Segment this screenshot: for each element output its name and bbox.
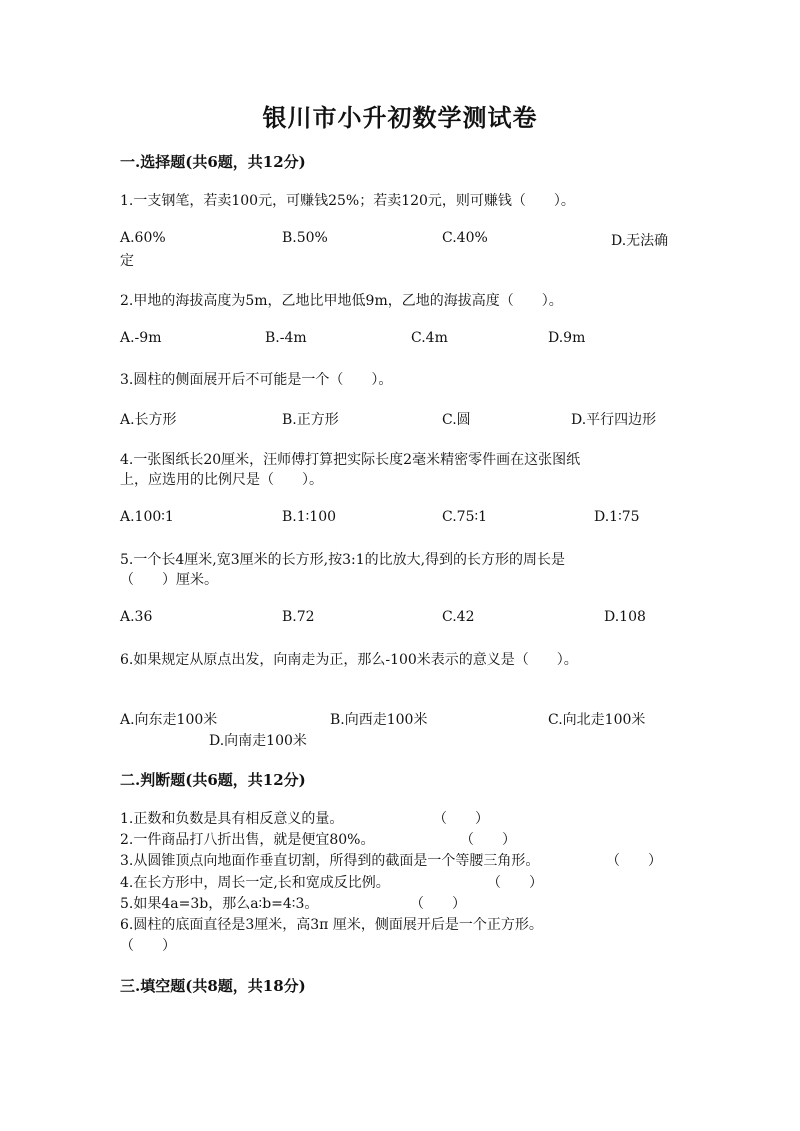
option-2-a: A.-9m: [120, 330, 162, 346]
option-3-b: B.正方形: [282, 412, 339, 428]
option-2-c: C.4m: [411, 330, 448, 346]
judgement-5-paren: （ ）: [410, 896, 466, 912]
option-4-c: C.75∶1: [442, 509, 488, 525]
question-2: 2.甲地的海拔高度为5m，乙地比甲地低9m，乙地的海拔高度（ ）。: [120, 293, 563, 309]
option-4-a: A.100∶1: [120, 509, 174, 525]
judgement-6: 6.圆柱的底面直径是3厘米，高3π 厘米，侧面展开后是一个正方形。: [120, 917, 543, 933]
judgement-4-paren: （ ）: [487, 875, 543, 891]
option-4-b: B.1∶100: [282, 509, 337, 525]
question-1: 1.一支钢笔，若卖100元，可赚钱25%；若卖120元，则可赚钱（ ）。: [120, 193, 575, 209]
judgement-3-paren: （ ）: [606, 853, 662, 869]
option-3-c: C.圆: [442, 412, 471, 428]
option-4-d: D.1∶75: [594, 509, 640, 525]
option-1-d: D.无法确: [611, 233, 669, 249]
question-6: 6.如果规定从原点出发，向南走为正，那么-100米表示的意义是（ ）。: [120, 652, 578, 668]
option-5-b: B.72: [282, 609, 315, 625]
judgement-4: 4.在长方形中，周长一定,长和宽成反比例。: [120, 875, 390, 891]
option-3-a: A.长方形: [120, 412, 177, 428]
option-6-d: D.向南走100米: [209, 733, 307, 749]
judgement-5: 5.如果4a=3b，那么a∶b=4∶3。: [120, 896, 319, 912]
section-heading-choice: 一.选择题(共6题，共12分): [120, 153, 306, 171]
option-5-d: D.108: [604, 609, 646, 625]
question-5: 5.一个长4厘米,宽3厘米的长方形,按3:1的比放大,得到的长方形的周长是: [120, 552, 566, 568]
option-3-d: D.平行四边形: [571, 412, 657, 428]
section-heading-judgement: 二.判断题(共6题，共12分): [120, 771, 306, 789]
judgement-3: 3.从圆锥顶点向地面作垂直切割，所得到的截面是一个等腰三角形。: [120, 853, 540, 869]
section-heading-fill-in: 三.填空题(共8题，共18分): [120, 977, 306, 995]
option-6-b: B.向西走100米: [330, 712, 428, 728]
option-1-a: A.60%: [120, 230, 166, 246]
question-5-line-2: （ ）厘米。: [120, 572, 218, 588]
option-5-c: C.42: [442, 609, 475, 625]
option-2-b: B.-4m: [265, 330, 307, 346]
option-6-c: C.向北走100米: [548, 712, 646, 728]
option-2-d: D.9m: [548, 330, 586, 346]
question-4: 4.一张图纸长20厘米，汪师傅打算把实际长度2毫米精密零件画在这张图纸: [120, 452, 581, 468]
judgement-1: 1.正数和负数是具有相反意义的量。: [120, 811, 344, 827]
judgement-1-paren: （ ）: [433, 811, 489, 827]
judgement-2-paren: （ ）: [460, 832, 516, 848]
judgement-2: 2.一件商品打八折出售，就是便宜80%。: [120, 832, 375, 848]
option-1-c: C.40%: [442, 230, 488, 246]
option-1-d-wrap: 定: [120, 253, 134, 269]
page-title: 银川市小升初数学测试卷: [262, 103, 538, 132]
option-6-a: A.向东走100米: [120, 712, 218, 728]
question-4-line-2: 上，应选用的比例尺是（ ）。: [120, 472, 323, 488]
question-3: 3.圆柱的侧面展开后不可能是一个（ ）。: [120, 372, 393, 388]
option-1-b: B.50%: [282, 230, 328, 246]
option-5-a: A.36: [120, 609, 153, 625]
judgement-6-paren: （ ）: [120, 938, 176, 954]
